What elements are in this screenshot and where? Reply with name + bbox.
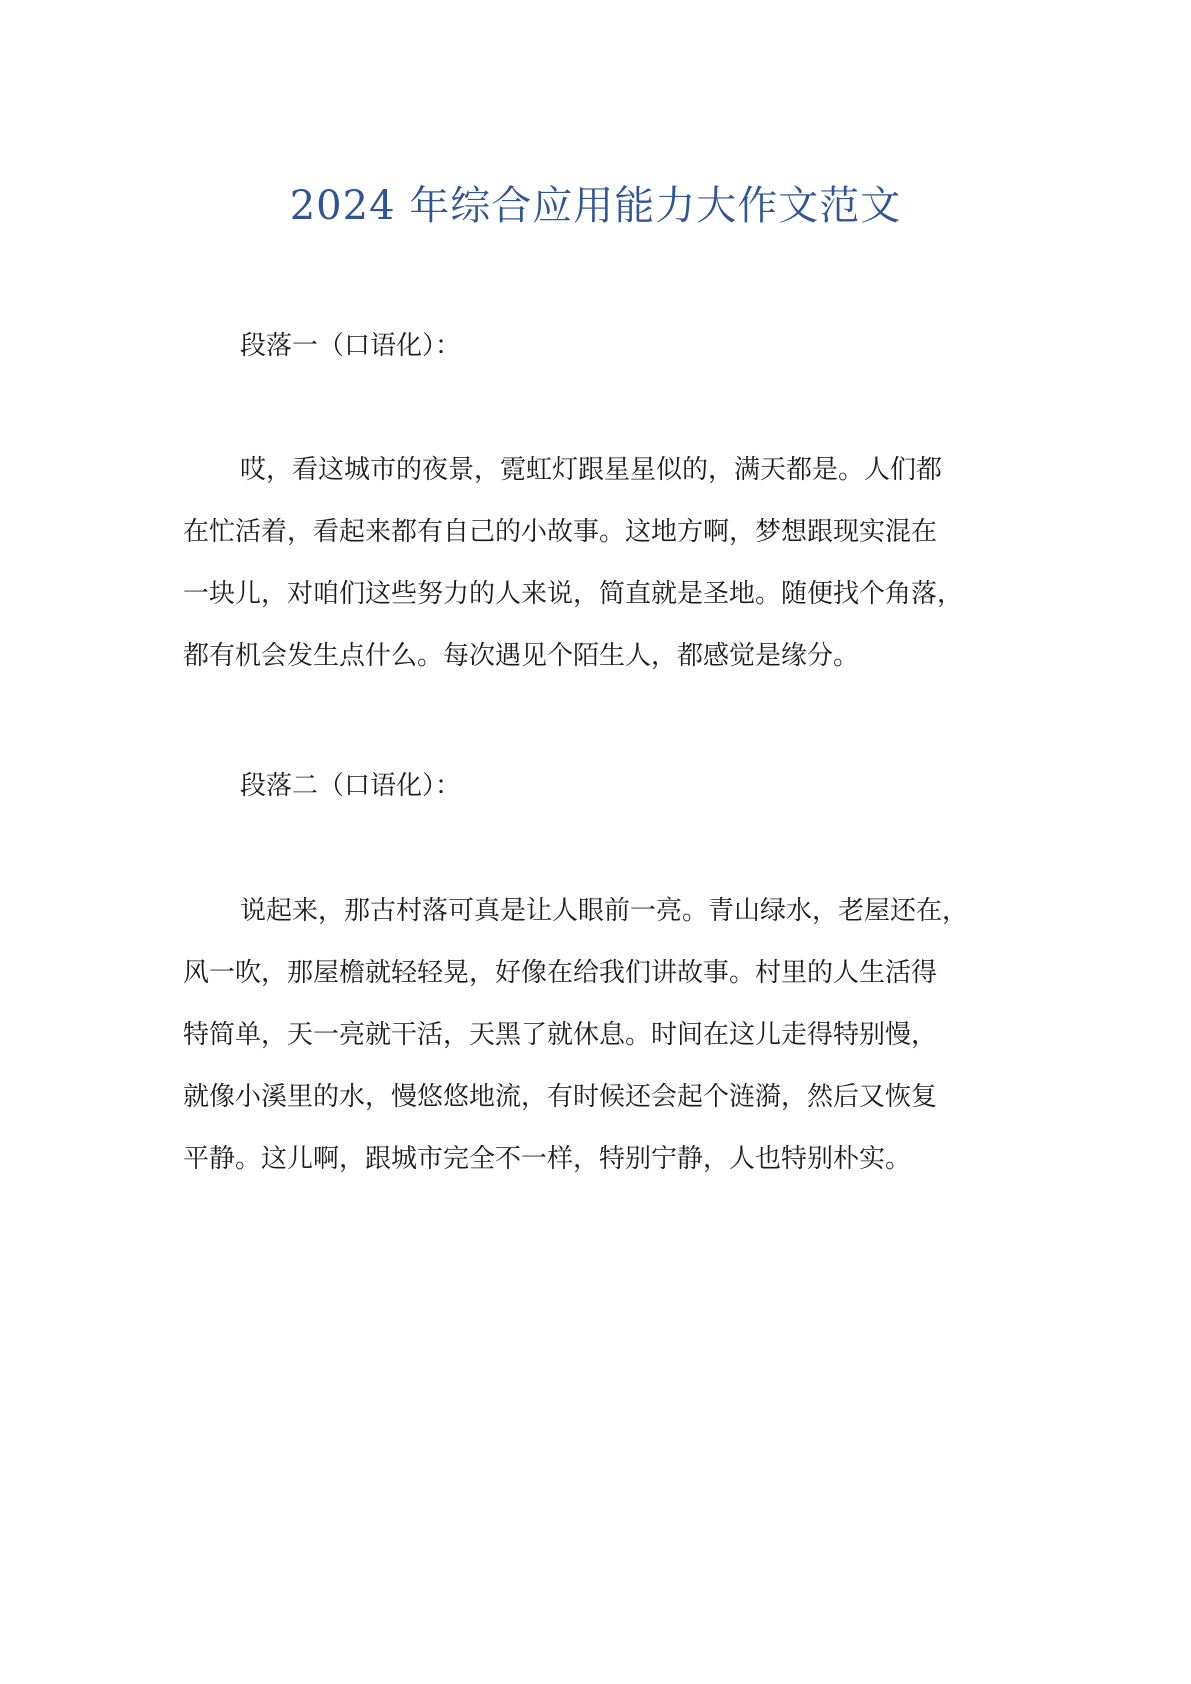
paragraph-line: 在忙活着，看起来都有自己的小故事。这地方啊，梦想跟现实混在: [183, 517, 938, 547]
paragraph-line: 一块儿，对咱们这些努力的人来说，简直就是圣地。随便找个角落，: [183, 579, 964, 609]
paragraph-line: 就像小溪里的水，慢悠悠地流，有时候还会起个涟漪，然后又恢复: [183, 1082, 938, 1112]
paragraph-line: 特简单，天一亮就干活，天黑了就休息。时间在这儿走得特别慢，: [183, 1020, 938, 1050]
paragraph-line: 风一吹，那屋檐就轻轻晃，好像在给我们讲故事。村里的人生活得: [183, 958, 938, 988]
document-title: 2024 年综合应用能力大作文范文: [289, 183, 902, 229]
section-heading-1: 段落一（口语化）：: [240, 331, 462, 361]
paragraph-line: 都有机会发生点什么。每次遇见个陌生人，都感觉是缘分。: [183, 641, 860, 671]
paragraph-line: 说起来，那古村落可真是让人眼前一亮。青山绿水，老屋还在，: [240, 896, 969, 926]
paragraph-line: 哎，看这城市的夜景，霓虹灯跟星星似的，满天都是。人们都: [240, 455, 943, 485]
paragraph-line: 平静。这儿啊，跟城市完全不一样，特别宁静，人也特别朴实。: [183, 1144, 912, 1174]
section-heading-2: 段落二（口语化）：: [240, 771, 462, 801]
